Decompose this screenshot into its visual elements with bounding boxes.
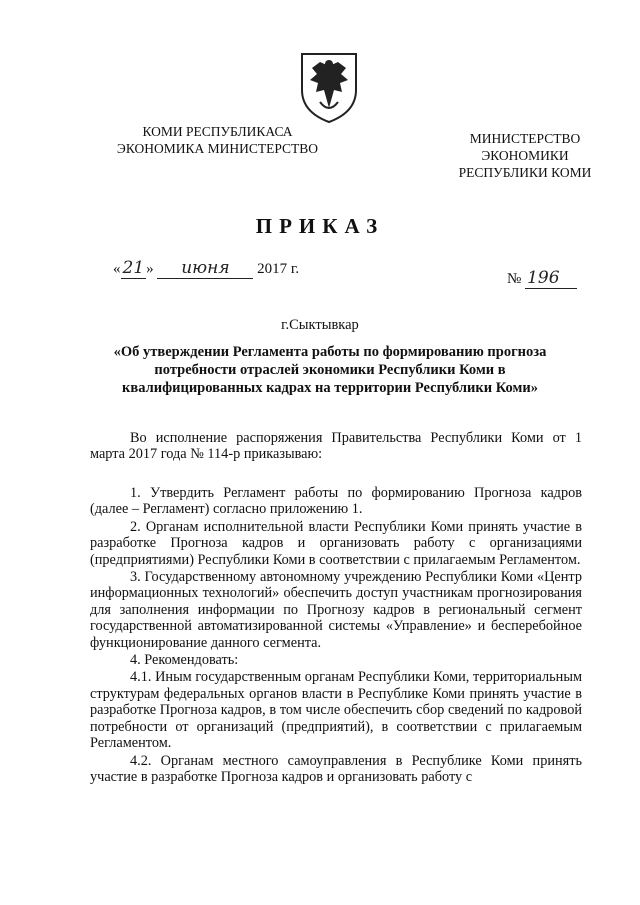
- header-left-line-1: КОМИ РЕСПУБЛИКАСА: [142, 124, 293, 139]
- date-close-quote: »: [146, 261, 154, 277]
- header-left-line-2: ЭКОНОМИКА МИНИСТЕРСТВО: [116, 141, 319, 156]
- city: г.Сыктывкар: [281, 317, 359, 333]
- preamble-text: Во исполнение распоряжения Правительства Республики Коми от 1 марта 2017 года № 114-р приказываю:: [90, 430, 582, 463]
- item-3: 3. Государственному автономному учреждению Республики Коми «Центр информационных технологий» обеспечить доступ участникам прогнозирования для заполнения информации по Прогнозу кадров в региональный сегмент государственной автоматизированной системы «Управление» и бесперебойное функционирование данного сегмента.: [90, 569, 582, 651]
- date-open-quote: «: [113, 261, 121, 277]
- header-right-line-2: ЭКОНОМИКИ: [481, 148, 569, 163]
- item-1: 1. Утвердить Регламент работы по формированию Прогноза кадров (далее – Регламент) согласно приложению 1.: [90, 485, 582, 518]
- number-prefix: №: [507, 271, 522, 287]
- header-right-line-1: МИНИСТЕРСТВО: [469, 131, 581, 146]
- order-subject: «Об утверждении Регламента работы по формированию прогноза потребности отраслей экономики Республики Коми в квалифицированных кадрах на территории Республики Коми»: [113, 344, 547, 396]
- header-right-line-3: РЕСПУБЛИКИ КОМИ: [458, 165, 592, 180]
- date-month: июня: [157, 258, 253, 279]
- order-items: [90, 485, 582, 785]
- item-4: 4. Рекомендовать:: [130, 652, 239, 669]
- coat-of-arms-emblem: [298, 50, 360, 124]
- preamble: [90, 430, 582, 463]
- item-4-2: 4.2. Органам местного самоуправления в Республике Коми принять участие в разработке Прогноза кадров и организовать работу с: [90, 752, 582, 785]
- document-title: ПРИКАЗ: [255, 214, 385, 238]
- date-suffix: г.: [290, 261, 300, 277]
- order-date: [113, 258, 299, 279]
- header-left-komi: [105, 123, 330, 157]
- number-value: 196: [525, 268, 577, 289]
- date-day: 21: [122, 258, 145, 278]
- date-year: 2017: [257, 261, 288, 277]
- item-4-1: 4.1. Иным государственным органам Республики Коми, территориальным структурам федеральных органов власти в Республике Коми принять участие в разработке Прогноза кадров, в том числе обеспечить сбор сведений по кадровой потребности от организаций (предприятий), в соответствии с прилагаемым Регламентом.: [90, 669, 582, 752]
- order-number: [507, 268, 577, 289]
- item-2: 2. Органам исполнительной власти Республики Коми принять участие в разработке Прогноза кадров и организовать работу с организациями (предприятиями) Республики Коми в соответствии с прилагаемым Регламентом.: [90, 518, 582, 568]
- header-right-russian: [440, 130, 610, 181]
